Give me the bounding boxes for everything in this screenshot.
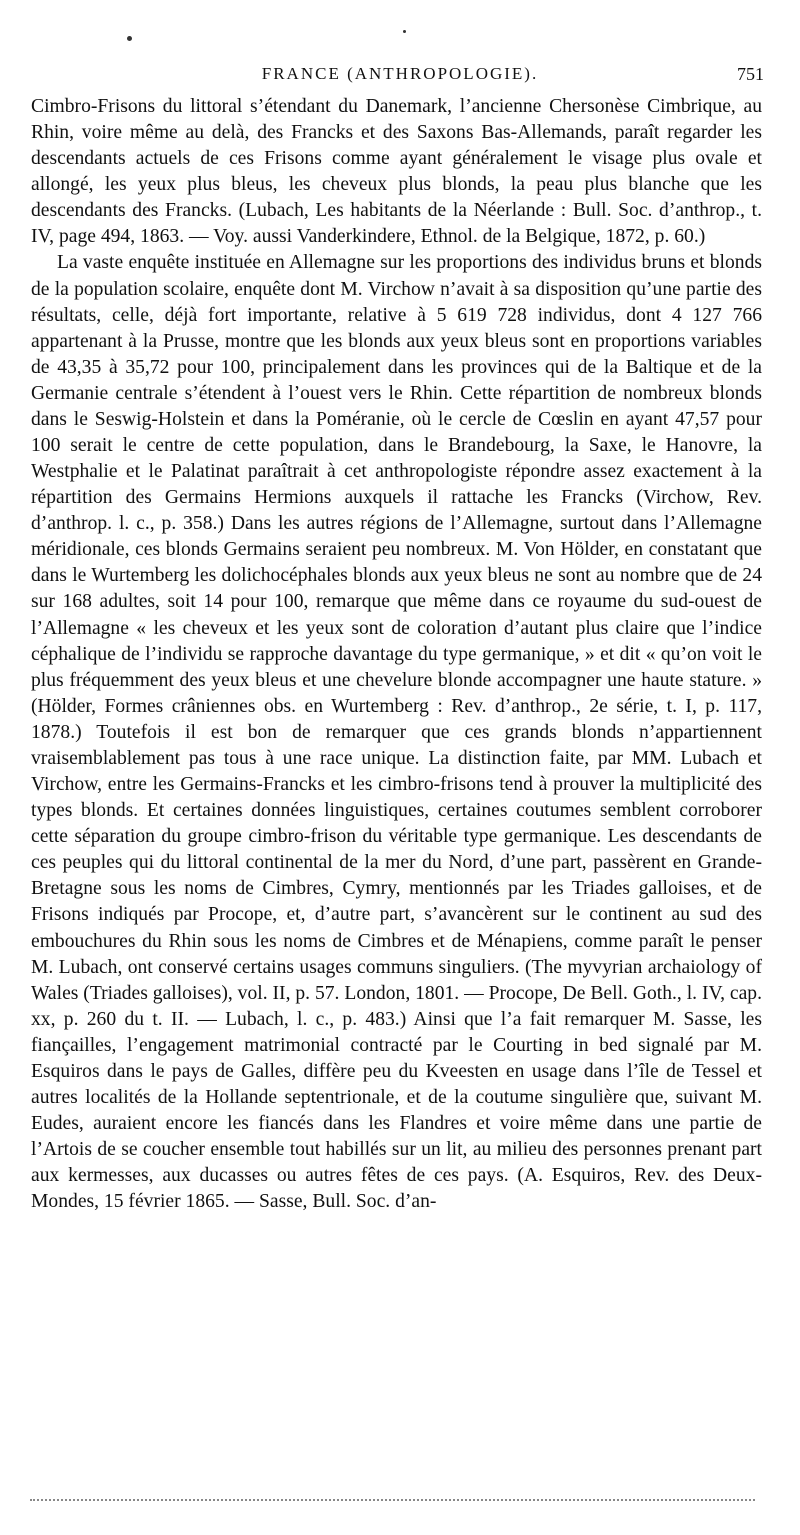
footer-rule [30,1499,755,1501]
running-title: FRANCE (ANTHROPOLOGIE). [261,64,539,83]
ink-speck [127,36,132,41]
page-number: 751 [737,64,764,84]
ink-speck [403,30,406,33]
page-header [30,60,770,92]
paragraph-continuation: Cimbro-Frisons du littoral s’étendant du Danemark, l’ancienne Chersonèse Cimbrique, au Rhin, voire même au delà, des Francks et des Saxons Bas-Allemands, paraît regarder les descendants actuels de ces Frisons comme ayant généralement le visage plus ovale et allongé, les yeux plus bleus, les cheveux plus blonds, la peau plus blanche que les descendants des Francks. (Lubach, Les habitants de la Néerlande : Bull. Soc. d’anthrop., t. IV, page 494, 1863. — Voy. aussi Vanderkindere, Ethnol. de la Belgique, 1872, p. 60.) [31,96,762,248]
paragraph-virchow-survey: La vaste enquête instituée en Allemagne sur les proportions des individus bruns et blonds de la population scolaire, enquête dont M. Virchow n’avait à sa disposition qu’une partie des résultats, celle, déjà fort importante, relative à 5 619 728 individus, dont 4 127 766 appartenant à la Prusse, montre que les blonds aux yeux bleus sont en proportions variables de 43,35 à 35,72 pour 100, principalement dans les provinces qui de la Baltique et de la Germanie centrale s’étendent à l’ouest vers le Rhin. Cette répartition de nombreux blonds dans le Seswig-Holstein et dans la Poméranie, où le cercle de Cœslin en ayant 47,57 pour 100 serait le centre de cette population, dans le Brandebourg, la Saxe, le Hanovre, la Westphalie et le Palatinat paraîtrait à cet anthropologiste répondre assez exactement à la répartition des Germains Hermions auxquels il rattache les Francks (Virchow, Rev. d’anthrop. l. c., p. 358.) Dans les autres régions de l’Allemagne, surtout dans l’Allemagne méridionale, ces blonds Germains seraient peu nombreux. M. Von Hölder, en constatant que dans le Wurtemberg les dolichocéphales blonds aux yeux bleus ne sont au nombre que de 24 sur 168 adultes, soit 14 pour 100, remarque que même dans ce royaume du sud-ouest de l’Allemagne « les cheveux et les yeux sont de coloration d’autant plus claire que l’indice céphalique de l’individu se rapproche davantage du type germanique, » et dit « qu’on voit le plus fréquemment des yeux bleus et une chevelure blonde accompagner une haute stature. » (Hölder, Formes crâniennes obs. en Wurtemberg : Rev. d’anthrop., 2e série, t. I, p. 117, 1878.) Toutefois il est bon de remarquer que ces grands blonds n’appartiennent vraisemblablement pas tous à une race unique. La distinction faite, par MM. Lubach et Virchow, entre les Germains-Francks et les cimbro-frisons tend à prouver la multiplicité des types blonds. Et certaines données linguistiques, certaines coutumes semblent corroborer cette séparation du groupe cimbro-frison du véritable type germanique. Les descendants de ces peuples qui du littoral continental de la mer du Nord, d’une part, passèrent en Grande-Bretagne sous les noms de Cimbres, Cymry, mentionnés par les Triades galloises, et de Frisons indiqués par Procope, et, d’autre part, s’avancèrent sur le continent au sud des embouchures du Rhin sous les noms de Cimbres et de Ménapiens, comme paraît le penser M. Lubach, ont conservé certains usages communs singuliers. (The myvyrian archaiology of Wales (Triades galloises), vol. II, p. 57. London, 1801. — Procope, De Bell. Goth., l. IV, cap. xx, p. 260 du t. II. — Lubach, l. c., p. 483.) Ainsi que l’a fait remarquer M. Sasse, les fiançailles, l’engagement matrimonial contracté par le Courting in bed signalé par M. Esquiros dans le pays de Galles, diffère peu du Kveesten en usage dans l’île de Tessel et autres localités de la Hollande septentrionale, et de la coutume singulière que, suivant M. Eudes, auraient encore les fiancés dans les Flandres et voire même dans une partie de l’Artois de se coucher ensemble tout habillés sur un lit, au milieu des personnes prenant part aux kermesses, aux ducasses ou autres fêtes de ces pays. (A. Esquiros, Rev. des Deux-Mondes, 15 février 1865. — Sasse, Bull. Soc. d’an- [31,252,762,1213]
body-text [31,94,762,1215]
